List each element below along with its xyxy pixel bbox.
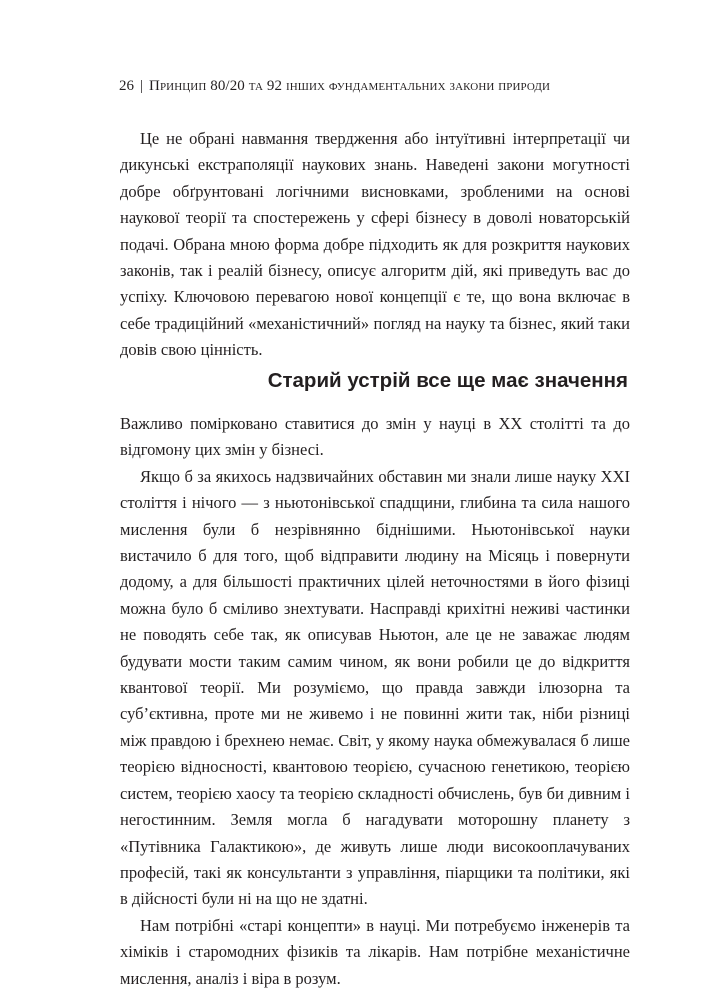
- intro-text: [120, 126, 630, 364]
- body-paragraph: Важливо помірковано ставитися до змін у науці в ХХ столітті та до відгомону цих змін у бізнесі.: [120, 414, 630, 460]
- body-paragraph: Якщо б за якихось надзвичайних обставин ми знали лише науку ХХІ століття і нічого — з ньютонівської спадщини, глибина та сила нашого мислення були б незрівнянно біднішими. Ньютонівської науки вистачило б для того, щоб відправити людину на Місяць і повернути додому, а для більшості практичних цілей неточностями в його фізиці можна було б сміливо знехтувати. Насправді крихітні неживі частинки не поводять себе так, як описував Ньютон, але це не заважає людям будувати мости таким самим чином, як вони робили це до відкриття квантової теорії. Ми розуміємо, що правда завжди ілюзорна та суб’єктивна, проте ми не живемо і не повинні жити так, ніби різниці між правдою і брехнею немає. Світ, у якому наука обмежувалася б лише теорією відносності, квантовою теорією, сучасною генетикою, теорією систем, теорією хаосу та теорією складності обчислень, був би дивним і негостинним. Земля могла б нагадувати моторошну планету з «Путівника Галактикою», де живуть лише люди високооплачуваних професій, такі як консультанти з управління, піарщики та політики, які в дійсності були ні на що не здатні.: [120, 466, 630, 909]
- body-paragraph: Нам потрібні «старі концепти» в науці. Ми потребуємо інженерів та хіміків і старомодних фізиків та лікарів. Нам потрібне механістичне мислення, аналіз і віра в розум.: [120, 915, 630, 988]
- running-title: Принцип 80/20 та 92 інших фундаментальних закони природи: [149, 78, 551, 94]
- section-heading: Старий устрій все ще має значення: [267, 369, 628, 392]
- header-separator: |: [140, 78, 144, 94]
- running-header: [119, 76, 659, 96]
- intro-paragraph: Це не обрані навмання твердження або інтуїтивні інтерпретації чи дикунські екстраполяції наукових знань. Наведені закони могутності добре обґрунтовані логічними висновками, зробленими на основі наукової теорії та спостережень у сфері бізнесу в доволі новаторській подачі. Обрана мною форма добре підходить як для розкриття наукових законів, так і реалій бізнесу, описує алгоритм дій, які приведуть вас до успіху. Ключовою перевагою нової концепції є те, що вона включає в себе традиційний «механістичний» погляд на науку та бізнес, який таки довів свою цінність.: [120, 129, 630, 360]
- section-body: [120, 411, 630, 992]
- page-number: 26: [119, 78, 134, 94]
